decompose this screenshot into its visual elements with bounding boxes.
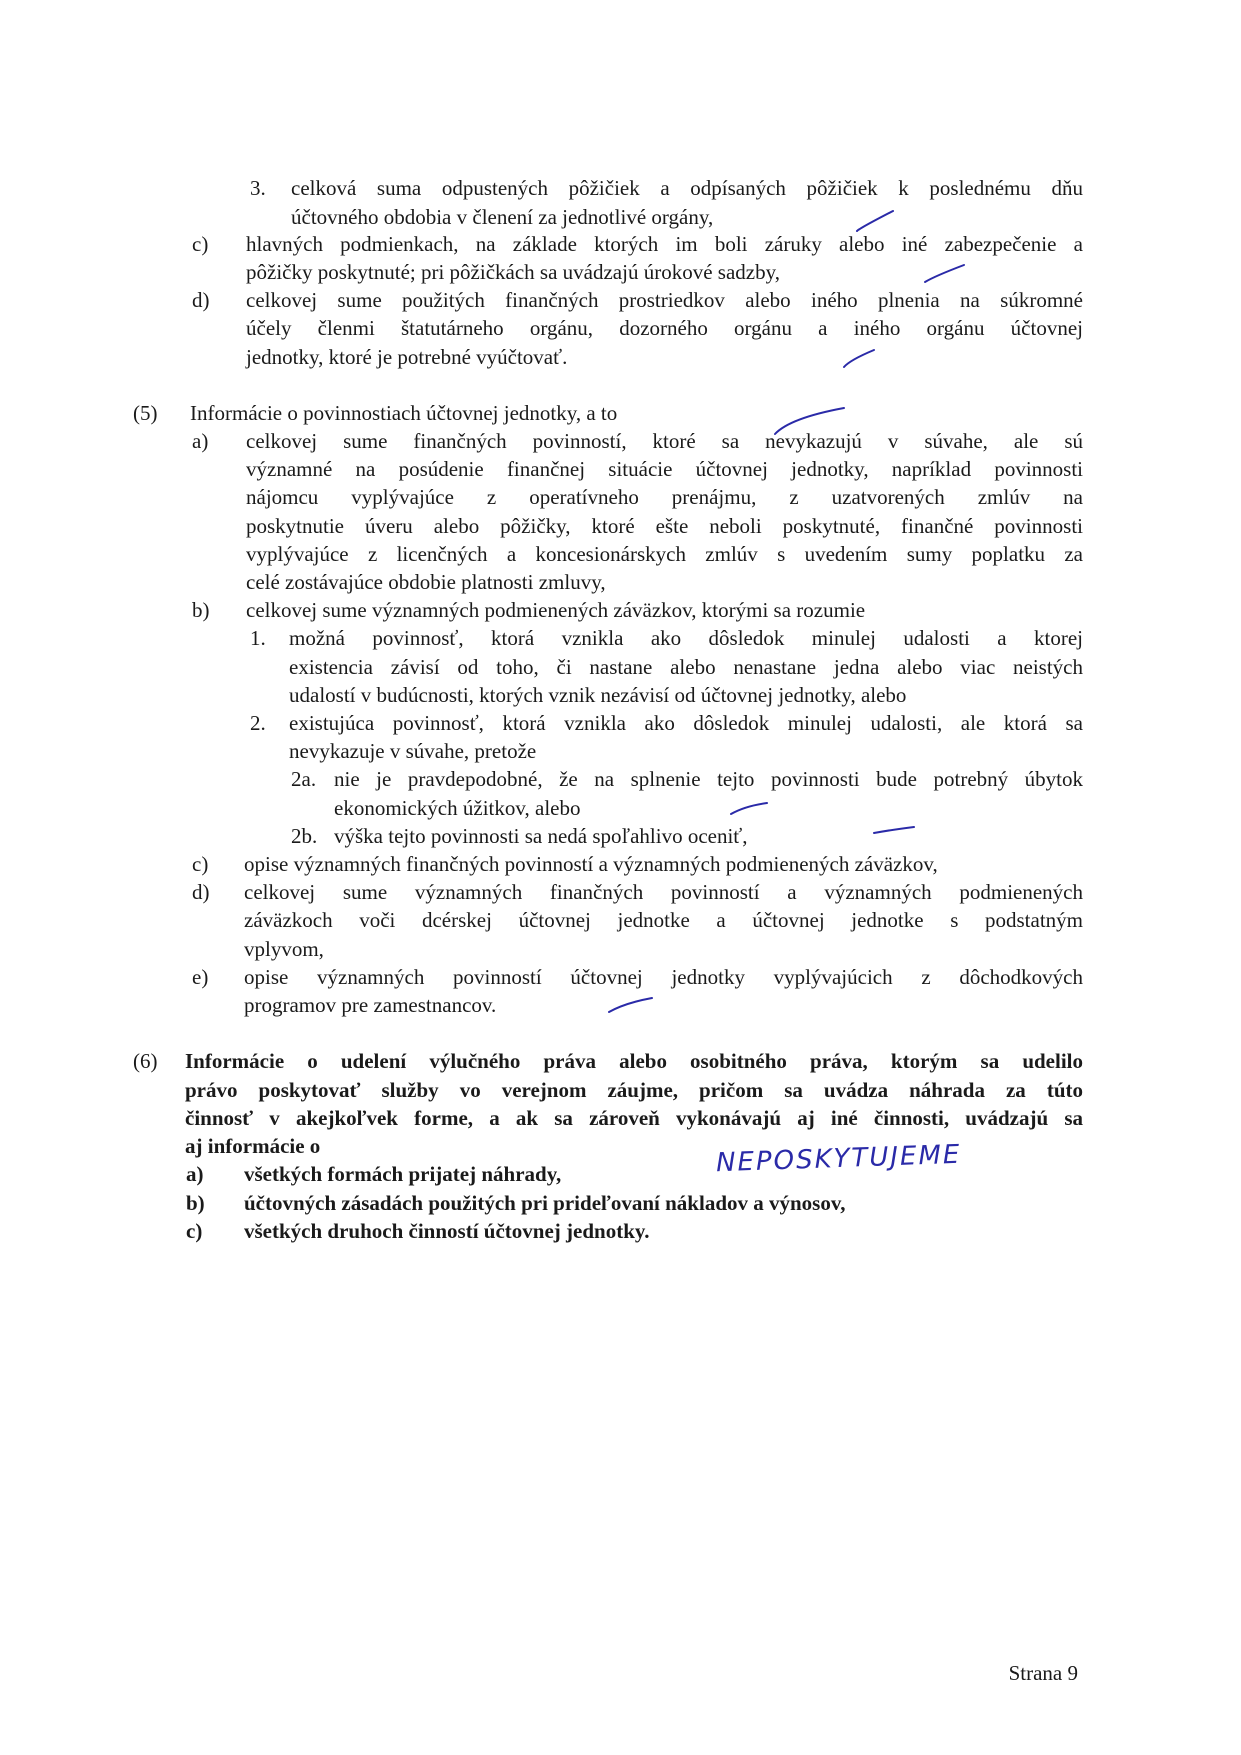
text-line: Informácie o udelení výlučného práva alebo osobitného práva, ktorým sa udelilo [185, 1049, 1083, 1073]
text-line: možná povinnosť, ktorá vznikla ako dôsledok minulej udalosti a ktorej [289, 626, 1083, 650]
item-label: 2b. [291, 824, 318, 848]
check-mark [925, 265, 964, 282]
text-line: opise významných povinností účtovnej jednotky vyplývajúcich z dôchodkových [244, 965, 1083, 989]
item-label: d) [192, 880, 210, 904]
text-line: vyplývajúce z licenčných a koncesionárskych zmlúv s uvedením sumy poplatku za [246, 542, 1083, 566]
text-line: činnosť v akejkoľvek forme, a ak sa zároveň vykonávajú aj iné činnosti, uvádzajú sa [185, 1106, 1083, 1130]
check-mark [775, 408, 844, 434]
text-line: účtovného obdobia v členení za jednotlivé orgány, [291, 205, 714, 229]
item-label: c) [192, 852, 209, 876]
text-line: aj informácie o [185, 1134, 321, 1158]
text-line: účtovných zásadách použitých pri prideľovaní nákladov a výnosov, [244, 1191, 846, 1215]
item-label: 2. [250, 711, 266, 735]
text-line: celé zostávajúce obdobie platnosti zmluvy, [246, 570, 606, 594]
text-line: záväzkoch voči dcérskej účtovnej jednotke a účtovnej jednotke s podstatným [244, 908, 1083, 932]
handwritten-note: NEPOSKYTUJEME [715, 1139, 962, 1179]
text-line: jednotky, ktoré je potrebné vyúčtovať. [246, 345, 568, 369]
text-line: celkovej sume významných podmienených záväzkov, ktorými sa rozumie [246, 598, 866, 622]
text-line: ekonomických úžitkov, alebo [334, 796, 581, 820]
item-label: b) [186, 1191, 205, 1215]
section-title: Informácie o povinnostiach účtovnej jednotky, a to [190, 401, 618, 425]
text-line: nie je pravdepodobné, že na splnenie tejto povinnosti bude potrebný úbytok [334, 767, 1083, 791]
check-mark [731, 803, 767, 814]
text-line: celkovej sume použitých finančných prostriedkov alebo iného plnenia na súkromné [246, 288, 1083, 312]
item-label: 2a. [291, 767, 317, 791]
item-label: a) [192, 429, 209, 453]
text-line: účely členmi štatutárneho orgánu, dozorného orgánu a iného orgánu účtovnej [246, 316, 1083, 340]
check-mark [609, 998, 652, 1012]
text-line: všetkých formách prijatej náhrady, [244, 1162, 562, 1186]
text-line: programov pre zamestnancov. [244, 993, 497, 1017]
text-line: nájomcu vyplývajúce z operatívneho prenájmu, z uzatvorených zmlúv na [246, 485, 1083, 509]
item-label: 3. [250, 176, 266, 200]
item-label: 1. [250, 626, 266, 650]
text-line: významné na posúdenie finančnej situácie účtovnej jednotky, napríklad povinnosti [246, 457, 1083, 481]
item-label: e) [192, 965, 209, 989]
text-line: udalostí v budúcnosti, ktorých vznik nezávisí od účtovnej jednotky, alebo [289, 683, 907, 707]
item-label: c) [186, 1219, 203, 1243]
text-line: existujúca povinnosť, ktorá vznikla ako dôsledok minulej udalosti, ale ktorá sa [289, 711, 1083, 735]
text-line: poskytnutie úveru alebo pôžičky, ktoré ešte neboli poskytnuté, finančné povinnosti [246, 514, 1083, 538]
section-number: (6) [133, 1049, 158, 1073]
text-line: hlavných podmienkach, na základe ktorých im boli záruky alebo iné zabezpečenie a [246, 232, 1083, 256]
text-line: všetkých druhoch činností účtovnej jednotky. [244, 1219, 650, 1243]
text-line: opise významných finančných povinností a významných podmienených záväzkov, [244, 852, 938, 876]
item-label: d) [192, 288, 210, 312]
check-mark [874, 827, 914, 833]
item-label: a) [186, 1162, 204, 1186]
section-number: (5) [133, 401, 158, 425]
text-line: pôžičky poskytnuté; pri pôžičkách sa uvádzajú úrokové sadzby, [246, 260, 780, 284]
text-line: výška tejto povinnosti sa nedá spoľahlivo oceniť, [334, 824, 748, 848]
text-line: právo poskytovať služby vo verejnom záujme, pričom sa uvádza náhrada za túto [185, 1078, 1083, 1102]
item-label: b) [192, 598, 210, 622]
page-number: Strana 9 [1008, 1661, 1078, 1685]
text-line: celková suma odpustených pôžičiek a odpísaných pôžičiek k poslednému dňu [291, 176, 1083, 200]
check-mark [857, 211, 893, 231]
text-line: celkovej sume finančných povinností, ktoré sa nevykazujú v súvahe, ale sú [246, 429, 1083, 453]
check-mark [844, 350, 874, 367]
text-line: celkovej sume významných finančných povinností a významných podmienených [244, 880, 1083, 904]
text-line: nevykazuje v súvahe, pretože [289, 739, 537, 763]
item-label: c) [192, 232, 209, 256]
text-line: vplyvom, [244, 937, 324, 961]
text-line: existencia závisí od toho, či nastane alebo nenastane jedna alebo viac neistých [289, 655, 1083, 679]
